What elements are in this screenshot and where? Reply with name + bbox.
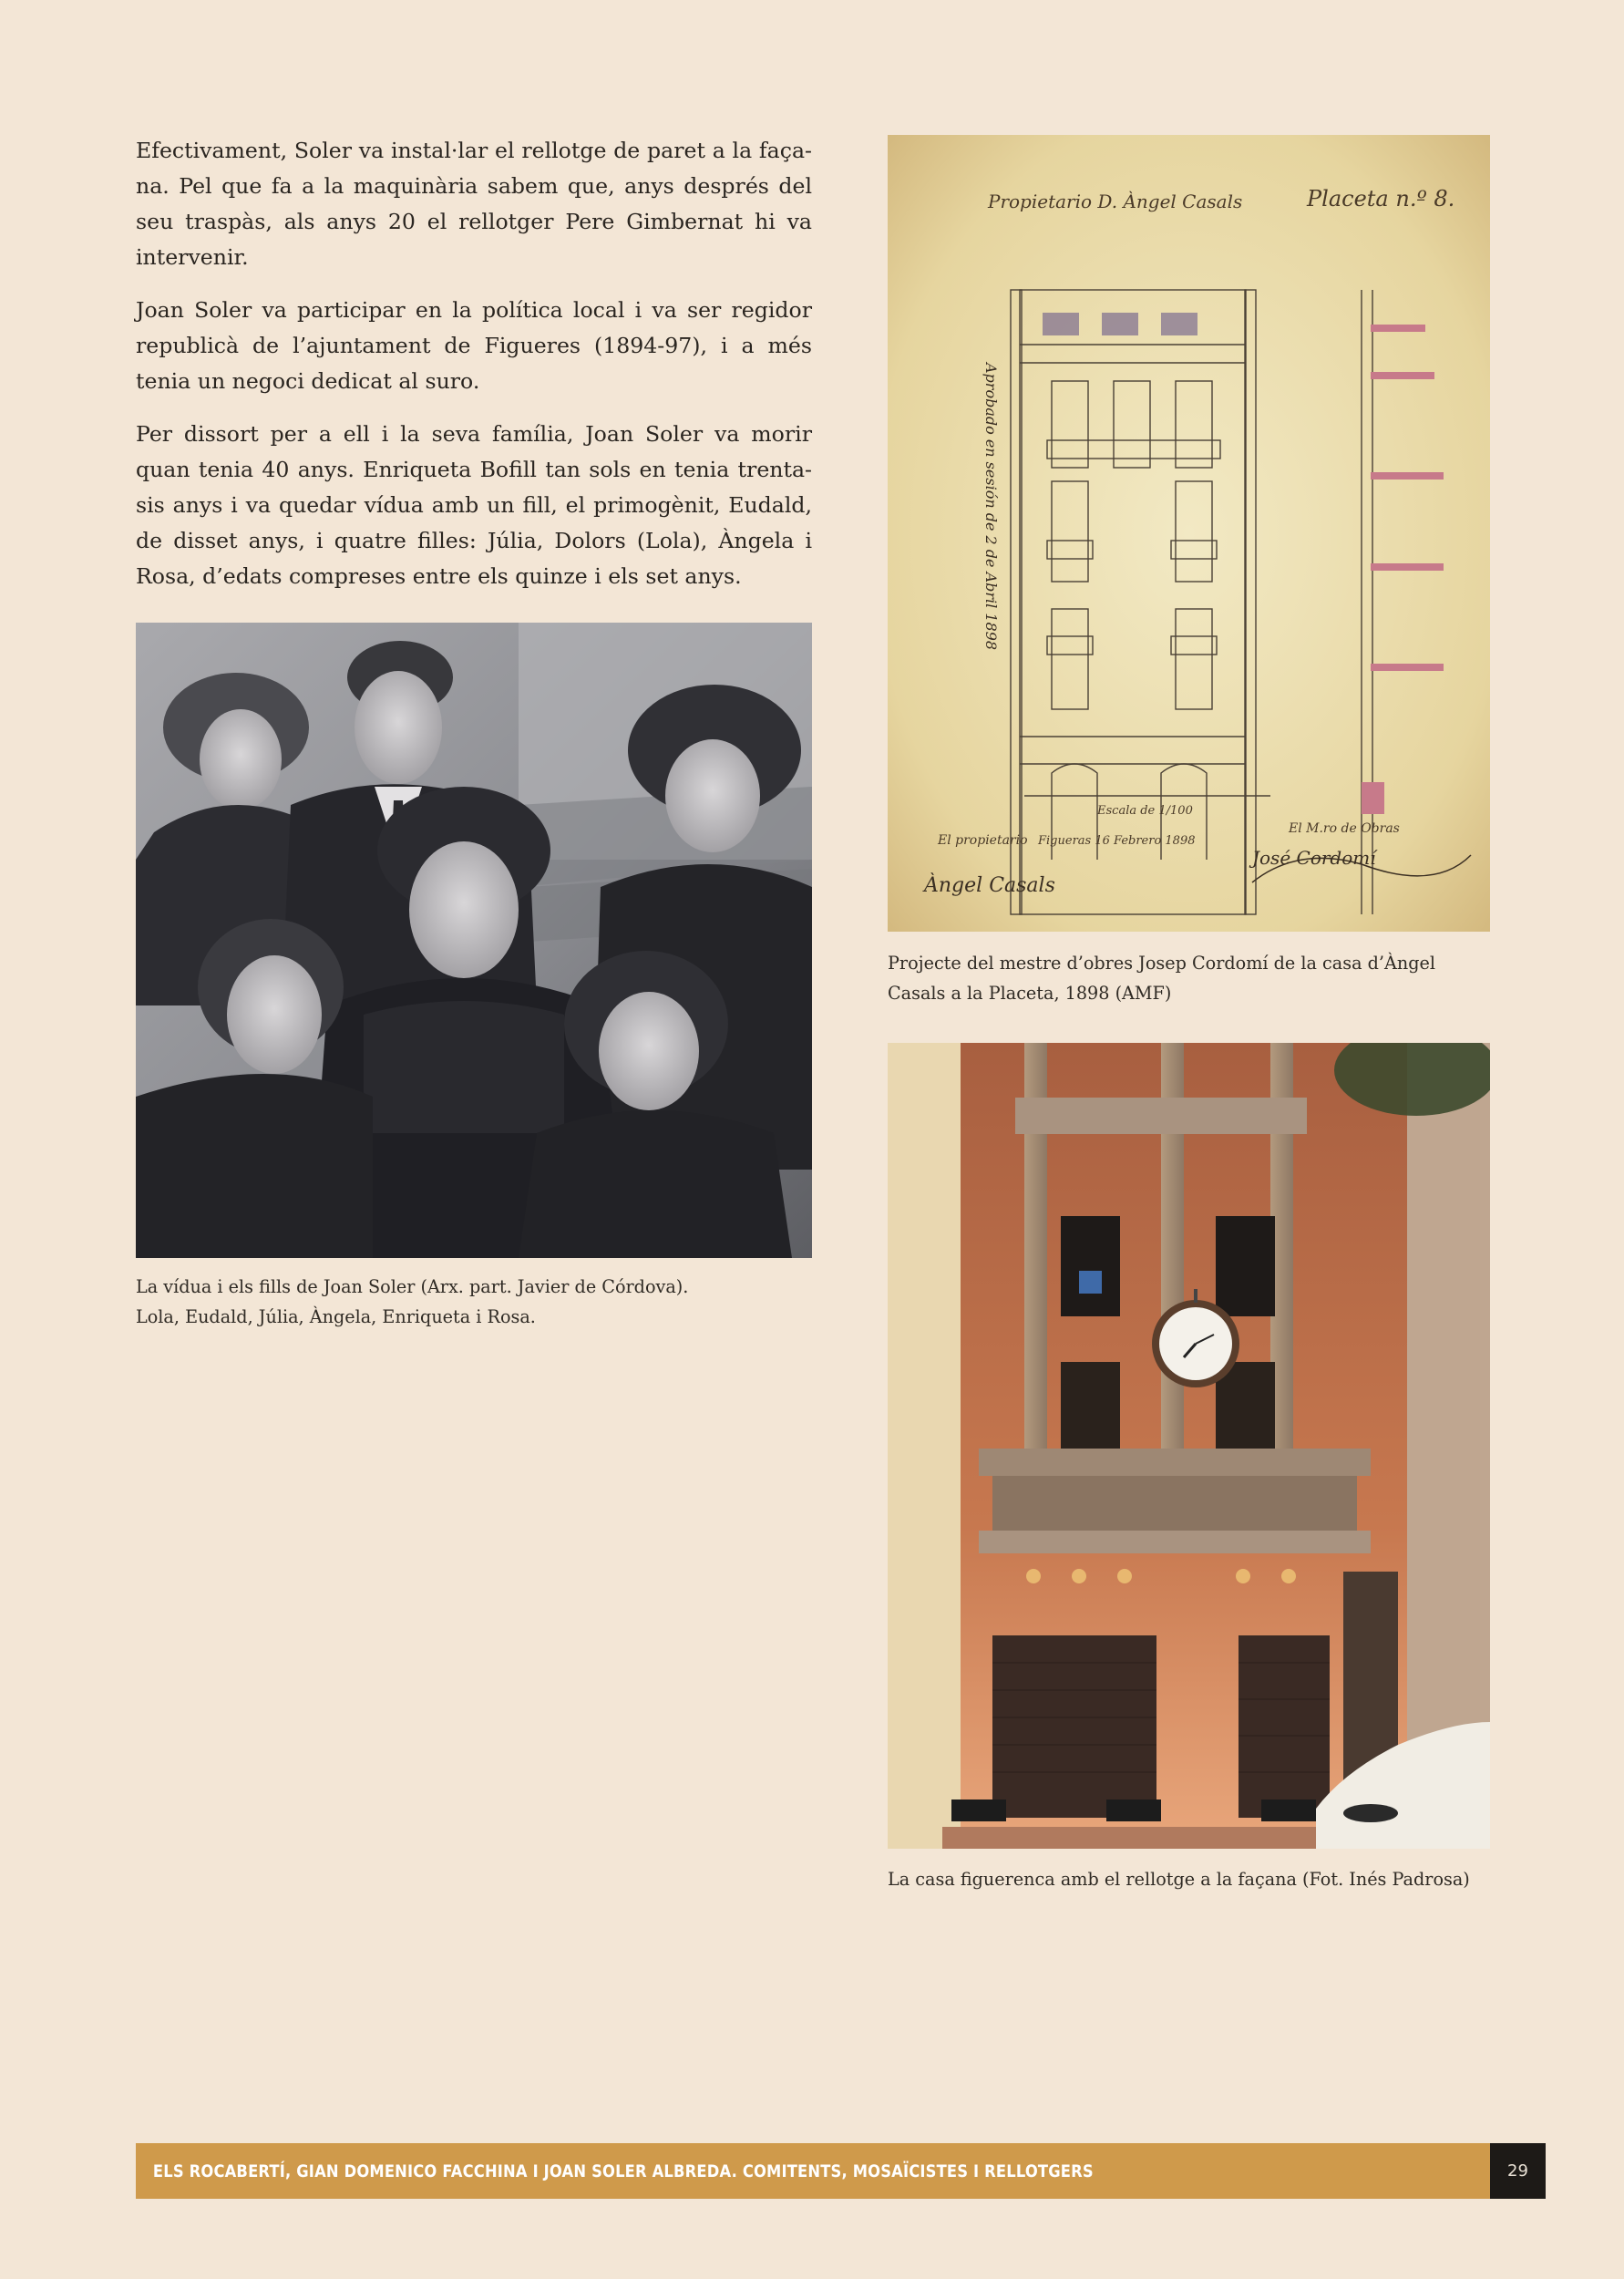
drawing-owner-signature: Àngel Casals <box>924 874 1055 897</box>
drawing-place-text: Placeta n.º 8. <box>1307 186 1455 211</box>
drawing-owner-text: Propietario D. Àngel Casals <box>988 191 1243 212</box>
facade-photo <box>888 1043 1490 1849</box>
paragraph-2: Joan Soler va participar en la política local i va ser regidor republicà de l’ajuntament de Figueres (1894-97), i a més tenia un negoci dedicat al suro. <box>136 297 812 394</box>
page-number: 29 <box>1490 2143 1546 2199</box>
footer-bar <box>136 2143 1490 2199</box>
footer-title: ELS ROCABERTÍ, GIAN DOMENICO FACCHINA I JOAN SOLER ALBREDA. COMITENTS, MOSAÏCISTES I RELLOTGERS <box>152 2160 1094 2181</box>
architectural-drawing <box>888 135 1490 932</box>
drawing-caption: Projecte del mestre d’obres Josep Cordomí de la casa d’Àngel Casals a la Placeta, 1898 (AMF) <box>888 953 1435 1004</box>
facade-caption: La casa figuerenca amb el rellotge a la façana (Fot. Inés Padrosa) <box>888 1869 1470 1890</box>
family-caption-line-2: Lola, Eudald, Júlia, Àngela, Enriqueta i Rosa. <box>136 1306 536 1327</box>
paragraph-3: Per dissort per a ell i la seva família, Joan Soler va morir quan tenia 40 anys. Enriqueta Bofill tan sols en tenia trenta-sis anys i va quedar vídua amb un fill, el primogènit, Eudald, de disset anys, i quatre filles: Júlia, Dolors (Lola), Àngela i Rosa, d’edats compreses entre els quinze i els set anys. <box>136 421 812 589</box>
drawing-architect-label: El M.ro de Obras <box>1289 821 1400 836</box>
drawing-architect-signature: José Cordomí <box>1252 847 1376 869</box>
family-caption-line-1: La vídua i els fills de Joan Soler (Arx. part. Javier de Córdova). <box>136 1276 689 1297</box>
drawing-scale-text: Escala de 1/100 <box>1097 804 1193 818</box>
drawing-margin-note: Aprobado en sesión de 2 de Abril 1898 <box>982 363 1000 651</box>
family-photo <box>136 623 812 1258</box>
drawing-date-text: Figueras 16 Febrero 1898 <box>1038 834 1196 848</box>
body-text <box>136 133 812 612</box>
family-photo-caption <box>136 1272 828 1332</box>
drawing-owner-label: El propietario <box>938 833 1028 848</box>
paragraph-1: Efectivament, Soler va instal·lar el rellotge de paret a la façana. Pel que fa a la maquinària sabem que, anys després del seu traspàs, als anys 20 el rellotger Pere Gimbernat hi va intervenir. <box>136 138 812 270</box>
